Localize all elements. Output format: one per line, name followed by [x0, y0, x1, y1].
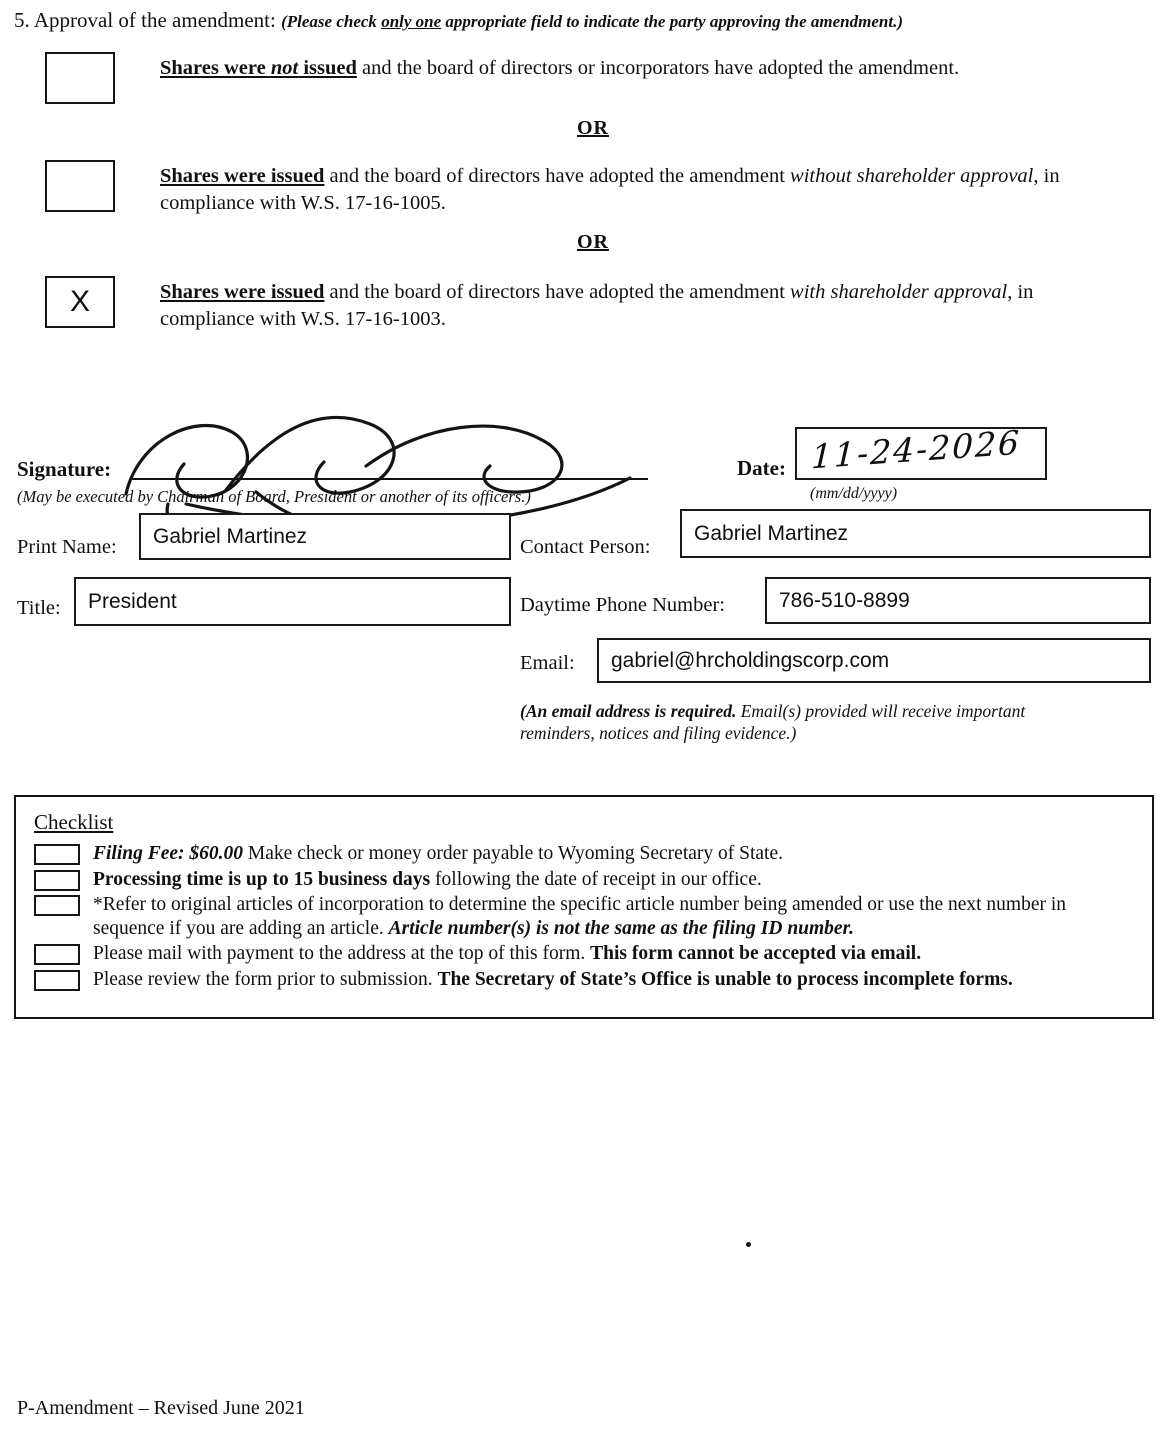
date-value: 11-24-2026	[810, 422, 1022, 477]
signature-note: (May be executed by Chairman of Board, President or another of its officers.)	[17, 487, 531, 506]
signature-label: Signature:	[17, 457, 112, 481]
option-1-lead-part1: Shares were	[160, 57, 271, 79]
option-1-text	[160, 55, 1110, 82]
checklist-item-1-bold: Filing Fee: $60.00	[93, 843, 244, 864]
checklist-checkbox-4[interactable]	[34, 944, 80, 965]
print-name-label: Print Name:	[17, 536, 117, 558]
option-2-text	[160, 163, 1110, 217]
section-5-title: 5. Approval of the amendment:	[14, 8, 276, 32]
option-3-tail: , in compliance with W.S. 17-16-1003.	[160, 281, 1034, 330]
date-label: Date:	[737, 456, 786, 480]
option-3-checkbox[interactable]	[45, 276, 115, 328]
title-value: President	[88, 589, 177, 613]
phone-label: Daytime Phone Number:	[520, 594, 725, 616]
section-5-note	[281, 12, 903, 31]
option-3-lead: Shares were issued	[160, 281, 325, 303]
phone-field[interactable]	[765, 577, 1151, 624]
option-row-shares-not-issued	[45, 52, 1135, 104]
print-name-value: Gabriel Martinez	[153, 524, 308, 548]
or-separator-2: OR	[577, 231, 609, 253]
email-required-note	[520, 700, 1100, 744]
note-only-one: only one	[381, 12, 442, 31]
checklist-checkbox-5[interactable]	[34, 970, 80, 991]
checklist-section	[14, 795, 1154, 1019]
option-3-text	[160, 279, 1110, 333]
option-1-checkbox[interactable]	[45, 52, 115, 104]
checklist-checkbox-2[interactable]	[34, 870, 80, 891]
scan-artifact-dot	[746, 1242, 751, 1247]
checklist-title: Checklist	[34, 810, 114, 834]
date-format-note: (mm/dd/yyyy)	[810, 485, 898, 502]
email-note-rest: Email(s) provided will receive important reminders, notices and filing evidence.)	[520, 701, 1026, 743]
checklist-item-5-text	[93, 968, 1123, 992]
contact-person-label: Contact Person:	[520, 536, 651, 558]
option-2-italic: without shareholder approval	[790, 165, 1034, 187]
checklist-item-3-bold: Article number(s) is not the same as the filing ID number.	[388, 917, 854, 939]
option-1-body: and the board of directors or incorporators have adopted the amendment.	[356, 57, 960, 79]
email-label: Email:	[520, 652, 575, 674]
option-1-lead	[160, 57, 357, 79]
option-3-body: and the board of directors have adopted the amendment	[324, 281, 791, 303]
option-row-issued-with-approval	[45, 276, 1135, 333]
checklist-row-article-number	[34, 893, 1134, 940]
option-row-issued-without-approval	[45, 160, 1135, 217]
email-note-bold: (An email address is required.	[520, 701, 737, 721]
checklist-item-1-rest: Make check or money order payable to Wyoming Secretary of State.	[243, 843, 783, 864]
checklist-item-2-rest: following the date of receipt in our office.	[430, 868, 762, 890]
checklist-row-filing-fee	[34, 842, 1134, 866]
option-1-lead-part2: issued	[298, 57, 357, 79]
note-suffix: appropriate field to indicate the party approving the amendment.)	[441, 12, 903, 31]
option-3-checkbox-mark: X	[69, 285, 90, 318]
contact-person-field[interactable]	[680, 509, 1151, 558]
checklist-checkbox-1[interactable]	[34, 844, 80, 865]
checklist-item-3-rest: *Refer to original articles of incorporation to determine the specific article number being amended or use the next number in sequence if you are adding an article.	[93, 894, 1067, 939]
form-footer: P-Amendment – Revised June 2021	[17, 1397, 305, 1419]
or-separator-1: OR	[577, 117, 609, 139]
option-1-lead-not: not	[270, 57, 299, 79]
signature-line[interactable]	[130, 432, 648, 480]
checklist-item-5-rest: Please review the form prior to submission.	[93, 968, 438, 990]
option-2-lead: Shares were issued	[160, 165, 325, 187]
option-3-italic: with shareholder approval	[790, 281, 1008, 303]
option-2-checkbox[interactable]	[45, 160, 115, 212]
checklist-row-review-form	[34, 968, 1134, 992]
contact-person-value: Gabriel Martinez	[694, 521, 849, 545]
checklist-item-3-text	[93, 893, 1123, 940]
checklist-item-1-text	[93, 842, 1123, 866]
checklist-item-4-rest: Please mail with payment to the address at the top of this form.	[93, 943, 591, 964]
checklist-checkbox-3[interactable]	[34, 895, 80, 916]
checklist-row-mail-payment	[34, 942, 1134, 966]
checklist-row-processing-time	[34, 868, 1134, 892]
checklist-item-2-bold: Processing time is up to 15 business days	[93, 868, 431, 890]
print-name-field[interactable]	[139, 513, 511, 560]
section-5-heading	[14, 8, 1154, 33]
email-field[interactable]	[597, 638, 1151, 683]
phone-value: 786-510-8899	[779, 588, 910, 612]
note-prefix: (Please check	[281, 12, 382, 31]
date-field[interactable]	[795, 422, 1047, 480]
title-label: Title:	[17, 597, 61, 619]
title-field[interactable]	[74, 577, 511, 626]
checklist-item-5-bold: The Secretary of State’s Office is unable to process incomplete forms.	[437, 968, 1013, 990]
checklist-item-4-bold: This form cannot be accepted via email.	[590, 943, 922, 964]
email-value: gabriel@hrcholdingscorp.com	[611, 648, 890, 672]
option-2-tail: , in compliance with W.S. 17-16-1005.	[160, 165, 1060, 214]
checklist-item-2-text	[93, 868, 1123, 892]
checklist-item-4-text	[93, 942, 1123, 966]
option-2-body: and the board of directors have adopted the amendment	[324, 165, 791, 187]
